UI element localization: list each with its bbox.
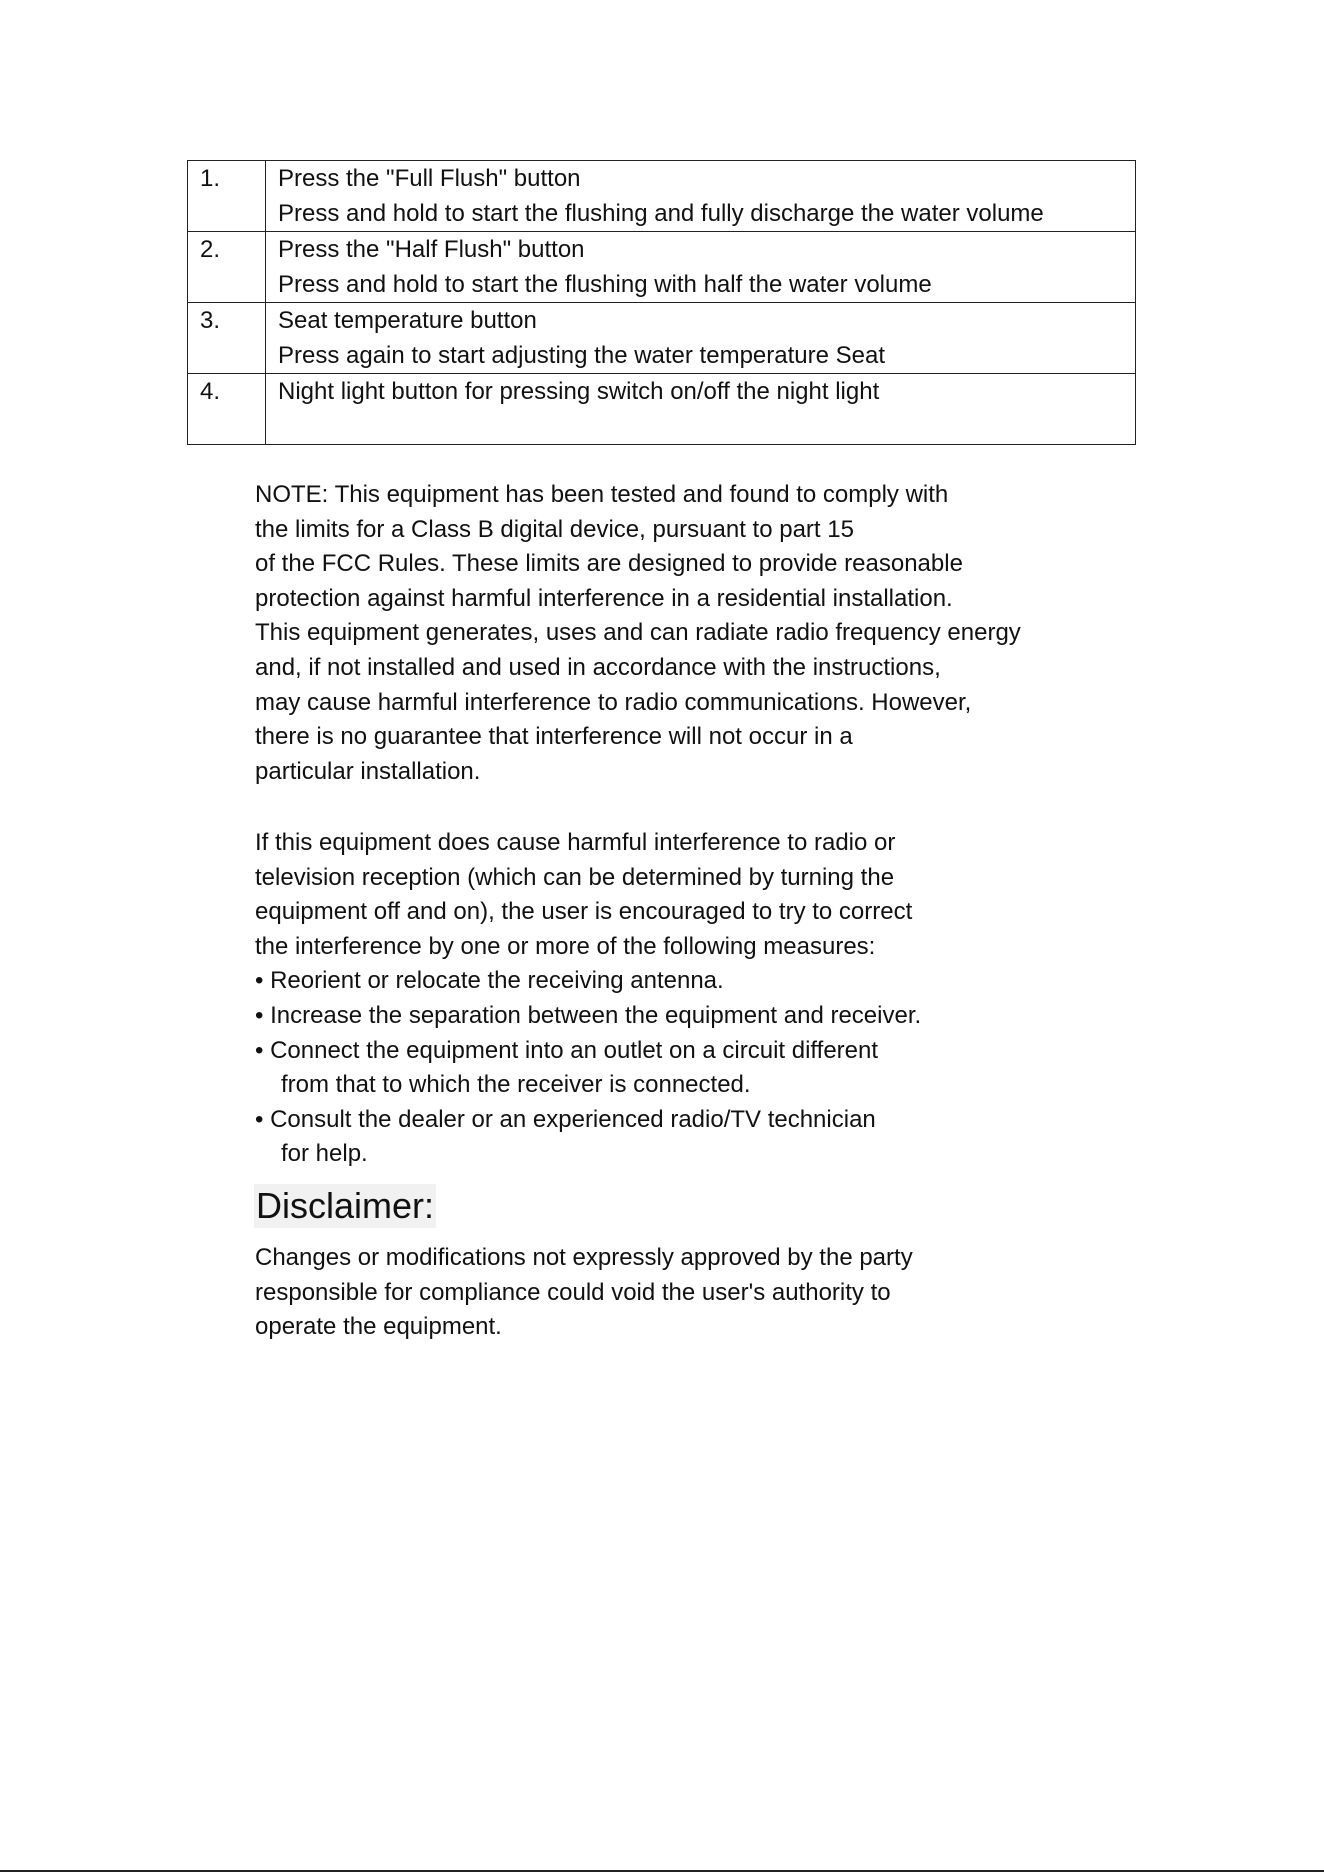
note-line: and, if not installed and used in accordance with the instructions, — [255, 653, 941, 681]
row-detail: Press and hold to start the flushing with half the water volume — [278, 271, 932, 298]
note-line: NOTE: This equipment has been tested and found to comply with — [255, 481, 949, 508]
disclaimer-heading: Disclaimer: — [256, 1185, 435, 1226]
measure-item-continued: for help. — [281, 1140, 368, 1168]
row-title: Night light button for pressing switch on/off the night light — [278, 378, 880, 405]
measure-item-continued: from that to which the receiver is connected. — [281, 1071, 751, 1099]
note-line: particular installation. — [255, 757, 481, 785]
measure-item: • Connect the equipment into an outlet on a circuit different — [255, 1036, 879, 1064]
row-description-cell — [266, 303, 1136, 374]
note-line: of the FCC Rules. These limits are designed to provide reasonable — [255, 550, 963, 578]
fcc-note-paragraph — [255, 478, 1075, 789]
row-detail: Press and hold to start the flushing and fully discharge the water volume — [278, 200, 1044, 227]
row-title: Press the "Half Flush" button — [278, 236, 585, 263]
interference-line: the interference by one or more of the following measures: — [255, 932, 876, 960]
note-line: there is no guarantee that interference will not occur in a — [255, 723, 853, 751]
row-detail — [278, 409, 1135, 444]
disclaimer-line: Changes or modifications not expressly approved by the party — [255, 1244, 913, 1271]
disclaimer-line: operate the equipment. — [255, 1313, 502, 1341]
disclaimer-line: responsible for compliance could void the user's authority to — [255, 1278, 891, 1306]
row-description-cell — [266, 232, 1136, 303]
table-row — [188, 161, 1136, 232]
row-number: 4. — [200, 378, 221, 405]
row-title: Seat temperature button — [278, 307, 537, 334]
table-row — [188, 303, 1136, 374]
table-row — [188, 374, 1136, 445]
note-line: may cause harmful interference to radio communications. However, — [255, 688, 972, 716]
measure-item: • Reorient or relocate the receiving antenna. — [255, 967, 724, 995]
note-line: protection against harmful interference in a residential installation. — [255, 584, 953, 612]
row-number-cell — [188, 161, 266, 232]
row-number: 3. — [200, 307, 221, 334]
row-number: 1. — [200, 165, 221, 192]
interference-line: television reception (which can be determined by turning the — [255, 863, 895, 891]
row-number-cell — [188, 374, 266, 445]
row-description-cell — [266, 374, 1136, 445]
interference-paragraph — [255, 826, 1075, 1172]
note-line: the limits for a Class B digital device, pursuant to part 15 — [255, 515, 854, 543]
note-line: This equipment generates, uses and can radiate radio frequency energy — [255, 619, 1021, 647]
row-number-cell — [188, 303, 266, 374]
row-description-cell — [266, 161, 1136, 232]
disclaimer-paragraph — [255, 1241, 1075, 1345]
measure-item: • Consult the dealer or an experienced radio/TV technician — [255, 1105, 876, 1133]
interference-line: equipment off and on), the user is encouraged to try to correct — [255, 898, 913, 926]
interference-line: If this equipment does cause harmful interference to radio or — [255, 829, 896, 856]
measure-item: • Increase the separation between the equipment and receiver. — [255, 1001, 922, 1029]
buttons-table — [187, 160, 1136, 445]
row-number: 2. — [200, 236, 221, 263]
row-detail: Press again to start adjusting the water temperature Seat — [278, 342, 885, 369]
row-title: Press the "Full Flush" button — [278, 165, 581, 192]
row-number-cell — [188, 232, 266, 303]
table-row — [188, 232, 1136, 303]
